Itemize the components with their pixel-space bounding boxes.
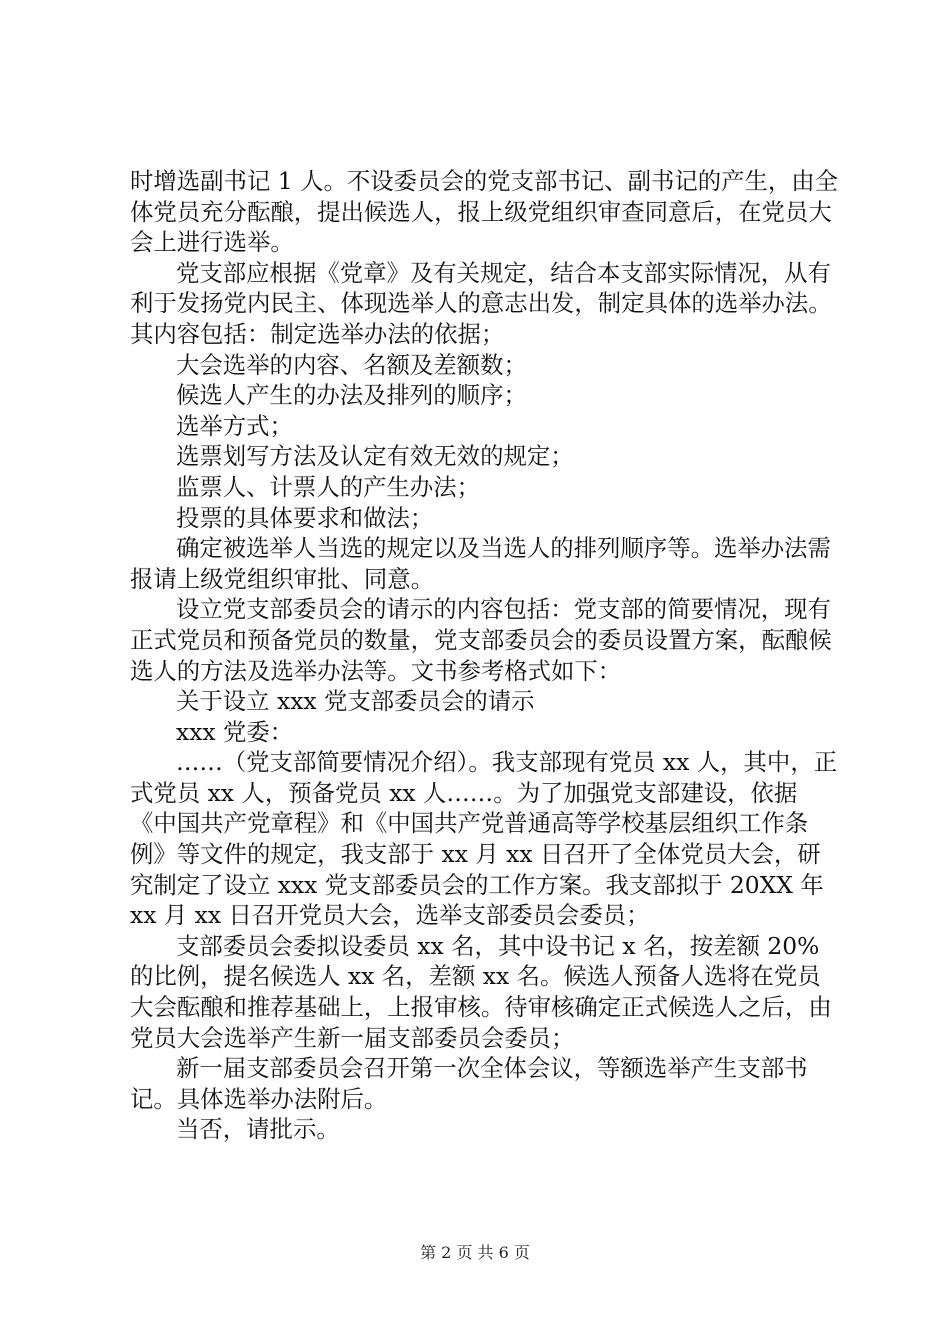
paragraph: 党支部应根据《党章》及有关规定，结合本支部实际情况，从有利于发扬党内民主、体现选举人的意志出发，制定具体的选举办法。其内容包括：制定选举办法的依据； bbox=[130, 258, 832, 348]
paragraph: 设立党支部委员会的请示的内容包括：党支部的简要情况，现有正式党员和预备党员的数量，党支部委员会的委员设置方案，酝酿候选人的方法及选举办法等。文书参考格式如下： bbox=[130, 595, 832, 685]
paragraph: 确定被选举人当选的规定以及当选人的排列顺序等。选举办法需报请上级党组织审批、同意。 bbox=[130, 534, 831, 593]
list-item: 候选人产生的办法及排列的顺序； bbox=[176, 381, 527, 410]
list-item: 选举方式； bbox=[176, 411, 293, 440]
page-footer: 第 2 页 共 6 页 bbox=[420, 1243, 530, 1262]
request-title: 关于设立 xxx 党支部委员会的请示 bbox=[176, 687, 535, 716]
list-item: 投票的具体要求和做法； bbox=[176, 503, 434, 532]
salutation: xxx 党委： bbox=[176, 717, 294, 746]
paragraph: 时增选副书记 1 人。不设委员会的党支部书记、副书记的产生，由全体党员充分酝酿，提出候选人，报上级党组织审查同意后，在党员大会上进行选举。 bbox=[130, 167, 839, 257]
document-body bbox=[130, 166, 840, 1145]
list-item: 选票划写方法及认定有效无效的规定； bbox=[176, 442, 574, 471]
paragraph: 新一届支部委员会召开第一次全体会议，等额选举产生支部书记。具体选举办法附后。 bbox=[130, 1054, 808, 1113]
paragraph: 支部委员会委拟设委员 xx 名，其中设书记 x 名，按差额 20%的比例，提名候选人 xx 名，差额 xx 名。候选人预备人选将在党员大会酝酿和推荐基础上，上报审核。待审核确定正式候选人之后，由党员大会选举产生新一届支部委员会委员； bbox=[130, 931, 832, 1052]
closing-line: 当否，请批示。 bbox=[176, 1115, 340, 1144]
list-item: 监票人、计票人的产生办法； bbox=[176, 472, 481, 501]
list-item: 大会选举的内容、名额及差额数； bbox=[176, 350, 527, 379]
paragraph: ……（党支部简要情况介绍）。我支部现有党员 xx 人，其中，正式党员 xx 人，预备党员 xx 人……。为了加强党支部建设，依据《中国共产党章程》和《中国共产党普通高等学校基层组织工作条例》等文件的规定，我支部于 xx 月 xx 日召开了全体党员大会，研究制定了设立 xxx 党支部委员会的工作方案。我支部拟于 20XX 年 xx 月 xx 日召开党员大会，选举支部委员会委员； bbox=[130, 748, 838, 930]
